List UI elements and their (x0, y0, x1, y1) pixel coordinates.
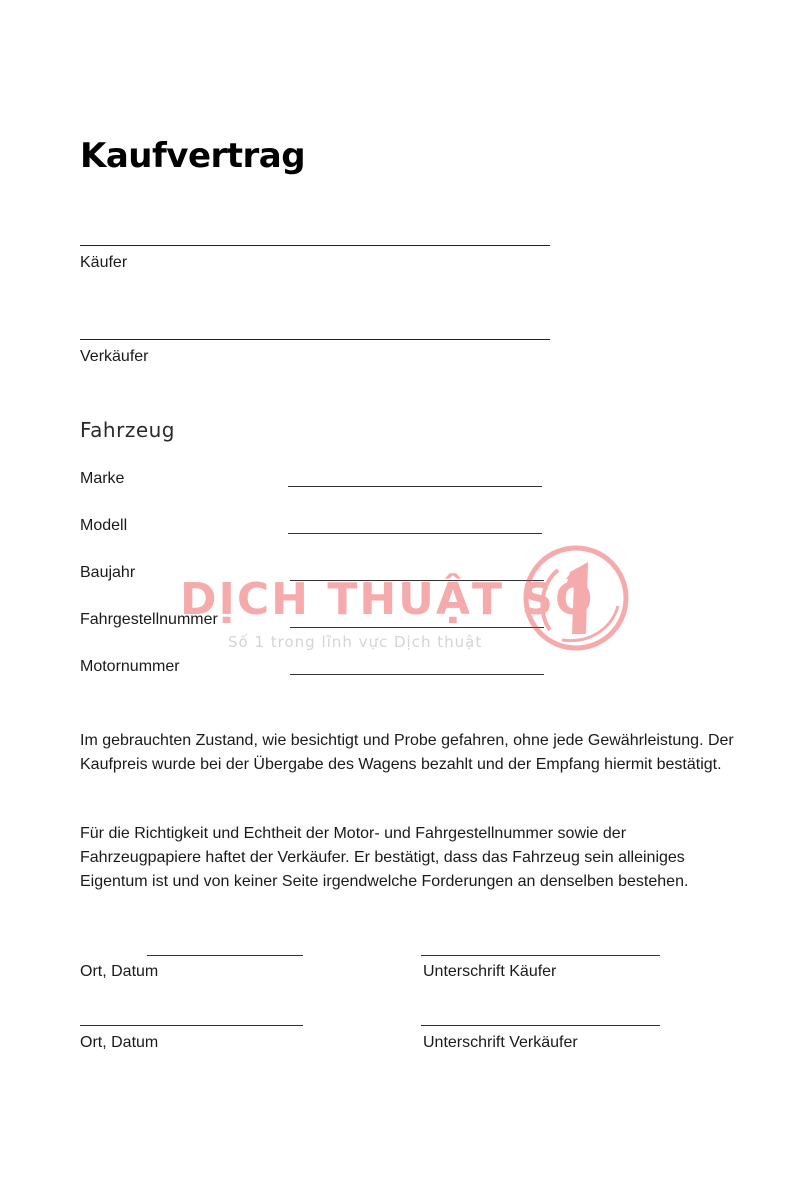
vehicle-heading: Fahrzeug (80, 418, 175, 442)
watermark (180, 540, 640, 660)
field-line-baujahr (290, 580, 544, 581)
watermark-brand: DỊCH THUẬT SỐ (180, 574, 595, 625)
field-line-motornummer (290, 674, 544, 675)
field-label-fahrgestellnummer: Fahrgestellnummer (80, 611, 218, 628)
buyer-label: Käufer (80, 254, 128, 271)
field-label-baujahr: Baujahr (80, 564, 136, 581)
seller-signature-line (421, 1025, 660, 1026)
seller-line (80, 339, 550, 340)
field-line-marke (288, 486, 542, 487)
place-date-label-2: Ort, Datum (80, 1034, 159, 1051)
watermark-logo-icon (520, 544, 632, 652)
field-label-modell: Modell (80, 517, 128, 534)
field-label-marke: Marke (80, 470, 125, 487)
document-title: Kaufvertrag (80, 136, 306, 176)
field-line-modell (288, 533, 542, 534)
place-date-line-2 (80, 1025, 303, 1026)
buyer-signature-line (421, 955, 660, 956)
watermark-tagline: Số 1 trong lĩnh vực Dịch thuật (228, 633, 483, 651)
field-label-motornummer: Motornummer (80, 658, 180, 675)
buyer-line (80, 245, 550, 246)
paragraph-condition: Im gebrauchten Zustand, wie besichtigt und Probe gefahren, ohne jede Gewährleistung. Der Kaufpreis wurde bei der Übergabe des Wagens bezahlt und der Empfang hiermit bestätigt. (80, 732, 734, 773)
paragraph-liability: Für die Richtigkeit und Echtheit der Motor- und Fahrgestellnummer sowie der Fahrzeugpapiere haftet der Verkäufer. Er bestätigt, dass das Fahrzeug sein alleiniges Eigentum ist und von keiner Seite irgendwelche Forderungen an denselben bestehen. (80, 825, 689, 890)
seller-signature-label: Unterschrift Verkäufer (423, 1034, 578, 1051)
field-line-fahrgestellnummer (290, 627, 544, 628)
seller-label: Verkäufer (80, 348, 149, 365)
buyer-signature-label: Unterschrift Käufer (423, 963, 557, 980)
place-date-line-1 (147, 955, 303, 956)
place-date-label-1: Ort, Datum (80, 963, 159, 980)
